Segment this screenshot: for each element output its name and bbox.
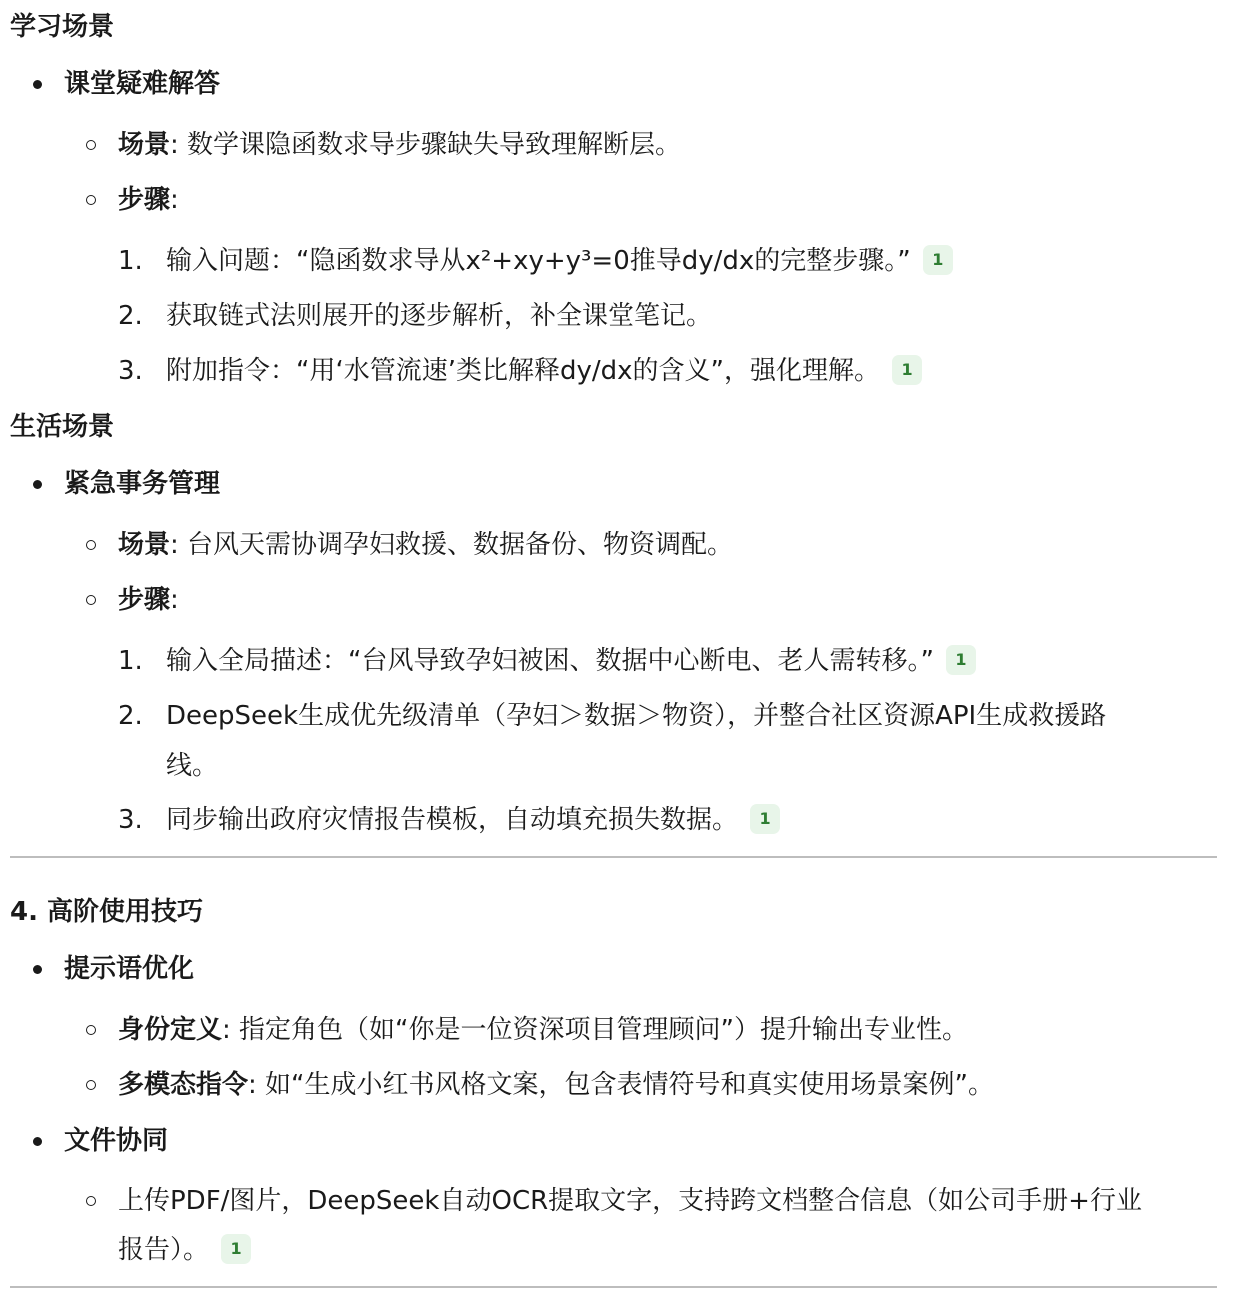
step-text bbox=[166, 803, 780, 837]
step-number: 2. bbox=[118, 701, 143, 731]
scene-text: : 台风天需协调孕妇救援、数据备份、物资调配。 bbox=[170, 530, 734, 560]
steps-label: 步骤 bbox=[118, 585, 171, 615]
step-text bbox=[166, 644, 976, 678]
step-text-line2: 线。 bbox=[166, 751, 219, 781]
horizontal-rule bbox=[10, 856, 1217, 858]
multimodal-line bbox=[118, 1068, 994, 1102]
list-item-title: 文件协同 bbox=[64, 1126, 169, 1156]
identity-text: : 指定角色（如“你是一位资深项目管理顾问”）提升输出专业性。 bbox=[222, 1015, 968, 1045]
scene-label: 场景 bbox=[118, 530, 171, 560]
files-text-line2 bbox=[118, 1233, 251, 1267]
scene-line bbox=[118, 528, 733, 562]
step-text-content: 输入全局描述：“台风导致孕妇被困、数据中心断电、老人需转移。” bbox=[166, 646, 934, 676]
step-number: 3. bbox=[118, 356, 143, 386]
steps-line bbox=[118, 583, 179, 617]
bullet-dot bbox=[33, 480, 42, 489]
section-heading-life: 生活场景 bbox=[10, 412, 115, 442]
step-number: 1. bbox=[118, 646, 143, 676]
horizontal-rule bbox=[10, 1286, 1217, 1288]
step-text: 获取链式法则展开的逐步解析，补全课堂笔记。 bbox=[166, 301, 713, 331]
bullet-ring bbox=[86, 140, 96, 150]
list-item-title: 课堂疑难解答 bbox=[64, 69, 221, 99]
citation-badge[interactable]: 1 bbox=[892, 355, 922, 385]
step-text-content: 附加指令：“用‘水管流速’类比解释dy/dx的含义”，强化理解。 bbox=[166, 356, 881, 386]
step-text-content: 同步输出政府灾情报告模板，自动填充损失数据。 bbox=[166, 805, 739, 835]
files-text-line1: 上传PDF/图片，DeepSeek自动OCR提取文字，支持跨文档整合信息（如公司手册+行业 bbox=[118, 1186, 1142, 1216]
bullet-dot bbox=[33, 1137, 42, 1146]
multimodal-text: : 如“生成小红书风格文案，包含表情符号和真实使用场景案例”。 bbox=[248, 1070, 994, 1100]
identity-line bbox=[118, 1013, 968, 1047]
step-number: 1. bbox=[118, 246, 143, 276]
step-number: 2. bbox=[118, 301, 143, 331]
section-heading-learning: 学习场景 bbox=[10, 12, 115, 42]
scene-text: : 数学课隐函数求导步骤缺失导致理解断层。 bbox=[170, 130, 682, 160]
step-text-line1: DeepSeek生成优先级清单（孕妇＞数据＞物资），并整合社区资源API生成救援路 bbox=[166, 701, 1107, 731]
citation-badge[interactable]: 1 bbox=[923, 245, 953, 275]
citation-badge[interactable]: 1 bbox=[221, 1234, 251, 1264]
scene-line bbox=[118, 128, 681, 162]
step-text-content: 输入问题：“隐函数求导从x²+xy+y³=0推导dy/dx的完整步骤。” bbox=[166, 246, 911, 276]
step-text bbox=[166, 354, 922, 388]
citation-badge[interactable]: 1 bbox=[750, 804, 780, 834]
bullet-ring bbox=[86, 195, 96, 205]
steps-colon: : bbox=[170, 585, 179, 615]
scene-label: 场景 bbox=[118, 130, 171, 160]
bullet-dot bbox=[33, 965, 42, 974]
steps-colon: : bbox=[170, 185, 179, 215]
files-text-content: 报告）。 bbox=[118, 1235, 210, 1265]
bullet-ring bbox=[86, 1196, 96, 1206]
identity-label: 身份定义 bbox=[118, 1015, 223, 1045]
steps-label: 步骤 bbox=[118, 185, 171, 215]
bullet-ring bbox=[86, 1080, 96, 1090]
step-text bbox=[166, 244, 953, 278]
steps-line bbox=[118, 183, 179, 217]
bullet-ring bbox=[86, 595, 96, 605]
section-heading-advanced: 4. 高阶使用技巧 bbox=[10, 897, 204, 927]
list-item-title: 提示语优化 bbox=[64, 954, 195, 984]
citation-badge[interactable]: 1 bbox=[946, 645, 976, 675]
multimodal-label: 多模态指令 bbox=[118, 1070, 249, 1100]
bullet-ring bbox=[86, 1025, 96, 1035]
list-item-title: 紧急事务管理 bbox=[64, 469, 221, 499]
step-number: 3. bbox=[118, 805, 143, 835]
bullet-dot bbox=[33, 80, 42, 89]
bullet-ring bbox=[86, 540, 96, 550]
